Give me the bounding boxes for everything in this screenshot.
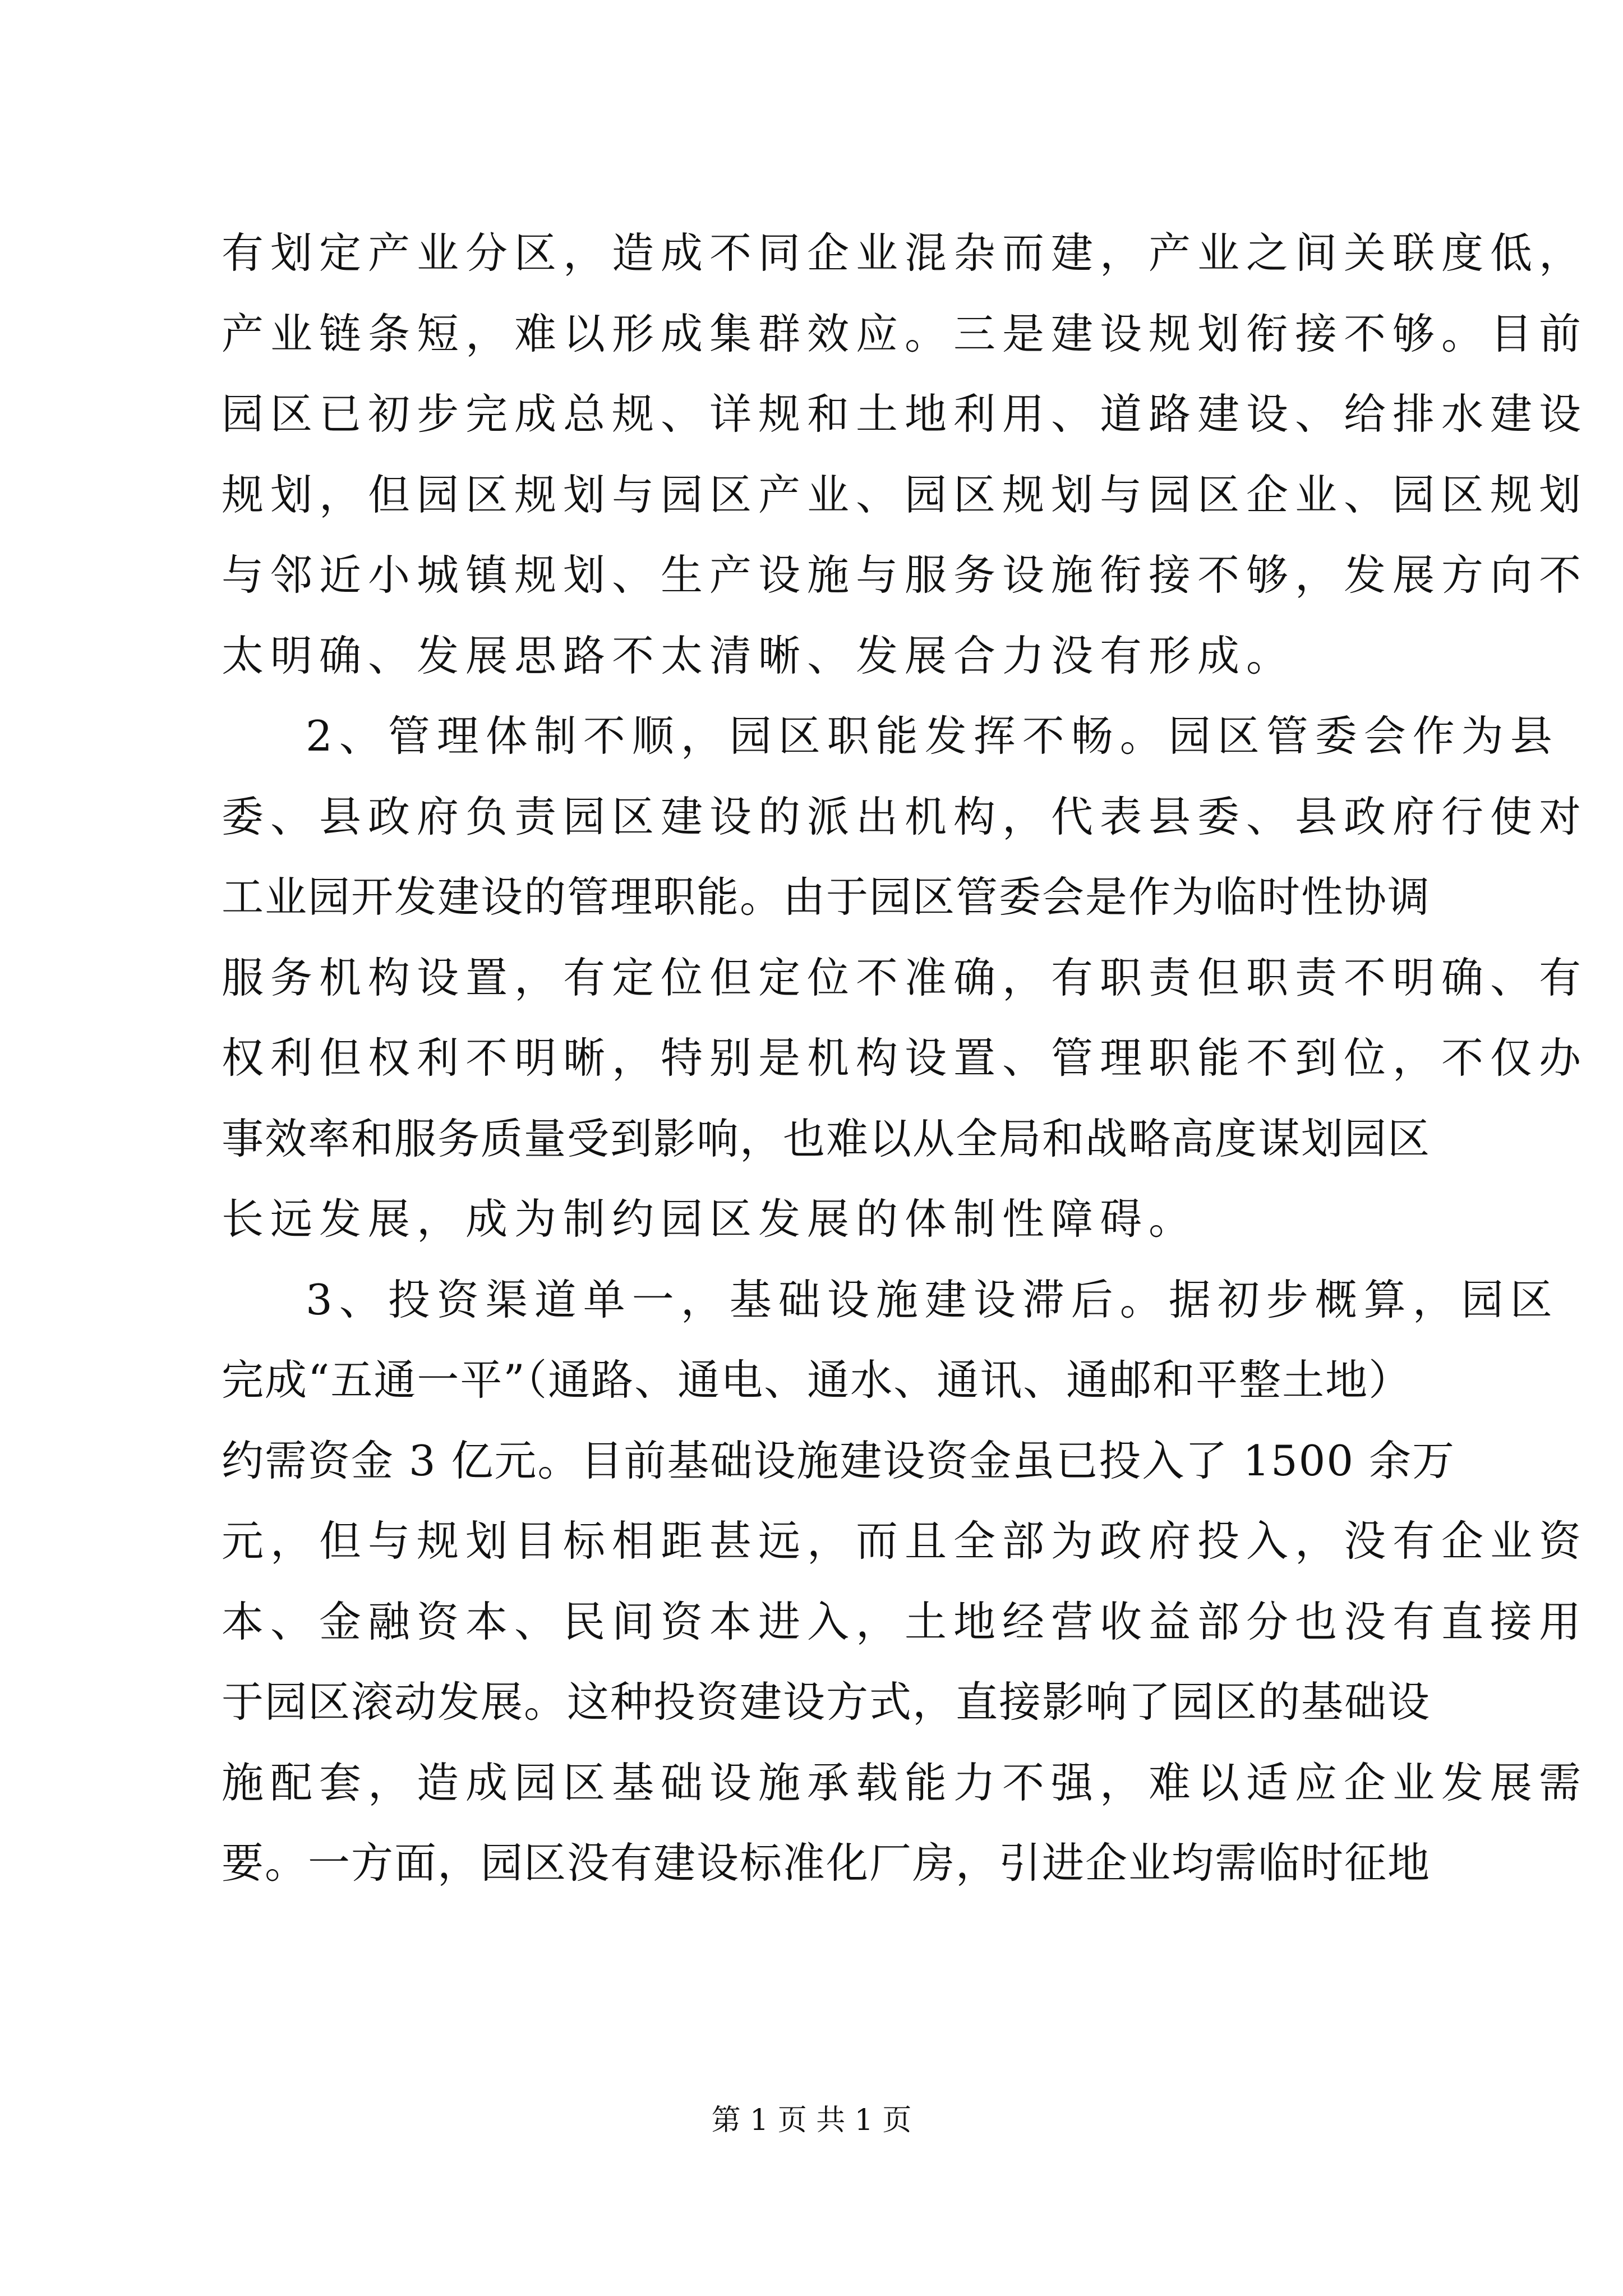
text-line: 元，但与规划目标相距甚远，而且全部为政府投入，没有企业资 — [222, 1516, 1588, 1566]
paragraph-start-line: 2、管理体制不顺，园区职能发挥不畅。园区管委会作为县 — [306, 711, 1559, 761]
text-line: 约需资金 3 亿元。目前基础设施建设资金虽已投入了 1500 余万 — [222, 1435, 1455, 1485]
page-number-label: 第 1 页 共 1 页 — [711, 2104, 912, 2137]
text-line: 产业链条短，难以形成集群效应。三是建设规划衔接不够。目前 — [222, 309, 1588, 358]
text-line: 园区已初步完成总规、详规和土地利用、道路建设、给排水建设 — [222, 389, 1588, 439]
page-footer — [0, 2101, 1623, 2140]
text-line: 规划，但园区规划与园区产业、园区规划与园区企业、园区规划 — [222, 470, 1588, 519]
text-line: 长远发展，成为制约园区发展的体制性障碍。 — [222, 1194, 1198, 1244]
text-line: 有划定产业分区，造成不同企业混杂而建，产业之间关联度低， — [222, 228, 1588, 278]
text-line: 服务机构设置，有定位但定位不准确，有职责但职责不明确、有 — [222, 953, 1588, 1002]
text-line: 权利但权利不明晰，特别是机构设置、管理职能不到位，不仅办 — [222, 1033, 1588, 1083]
text-line: 事效率和服务质量受到影响，也难以从全局和战略高度谋划园区 — [222, 1114, 1431, 1163]
text-line: 要。一方面，园区没有建设标准化厂房，引进企业均需临时征地 — [222, 1838, 1431, 1888]
text-line: 工业园开发建设的管理职能。由于园区管委会是作为临时性协调 — [222, 872, 1431, 922]
text-line: 本、金融资本、民间资本进入，土地经营收益部分也没有直接用 — [222, 1596, 1588, 1646]
paragraph-start-line: 3、投资渠道单一，基础设施建设滞后。据初步概算，园区 — [306, 1274, 1559, 1324]
text-line: 于园区滚动发展。这种投资建设方式，直接影响了园区的基础设 — [222, 1677, 1431, 1727]
text-line: 施配套，造成园区基础设施承载能力不强，难以适应企业发展需 — [222, 1757, 1588, 1807]
text-line: 与邻近小城镇规划、生产设施与服务设施衔接不够，发展方向不 — [222, 550, 1588, 600]
text-line: 委、县政府负责园区建设的派出机构，代表县委、县政府行使对 — [222, 792, 1588, 841]
text-line: 太明确、发展思路不太清晰、发展合力没有形成。 — [222, 631, 1295, 680]
text-line: 完成“五通一平”（通路、通电、通水、通讯、通邮和平整土地） — [222, 1355, 1412, 1405]
document-body — [222, 213, 1588, 1904]
